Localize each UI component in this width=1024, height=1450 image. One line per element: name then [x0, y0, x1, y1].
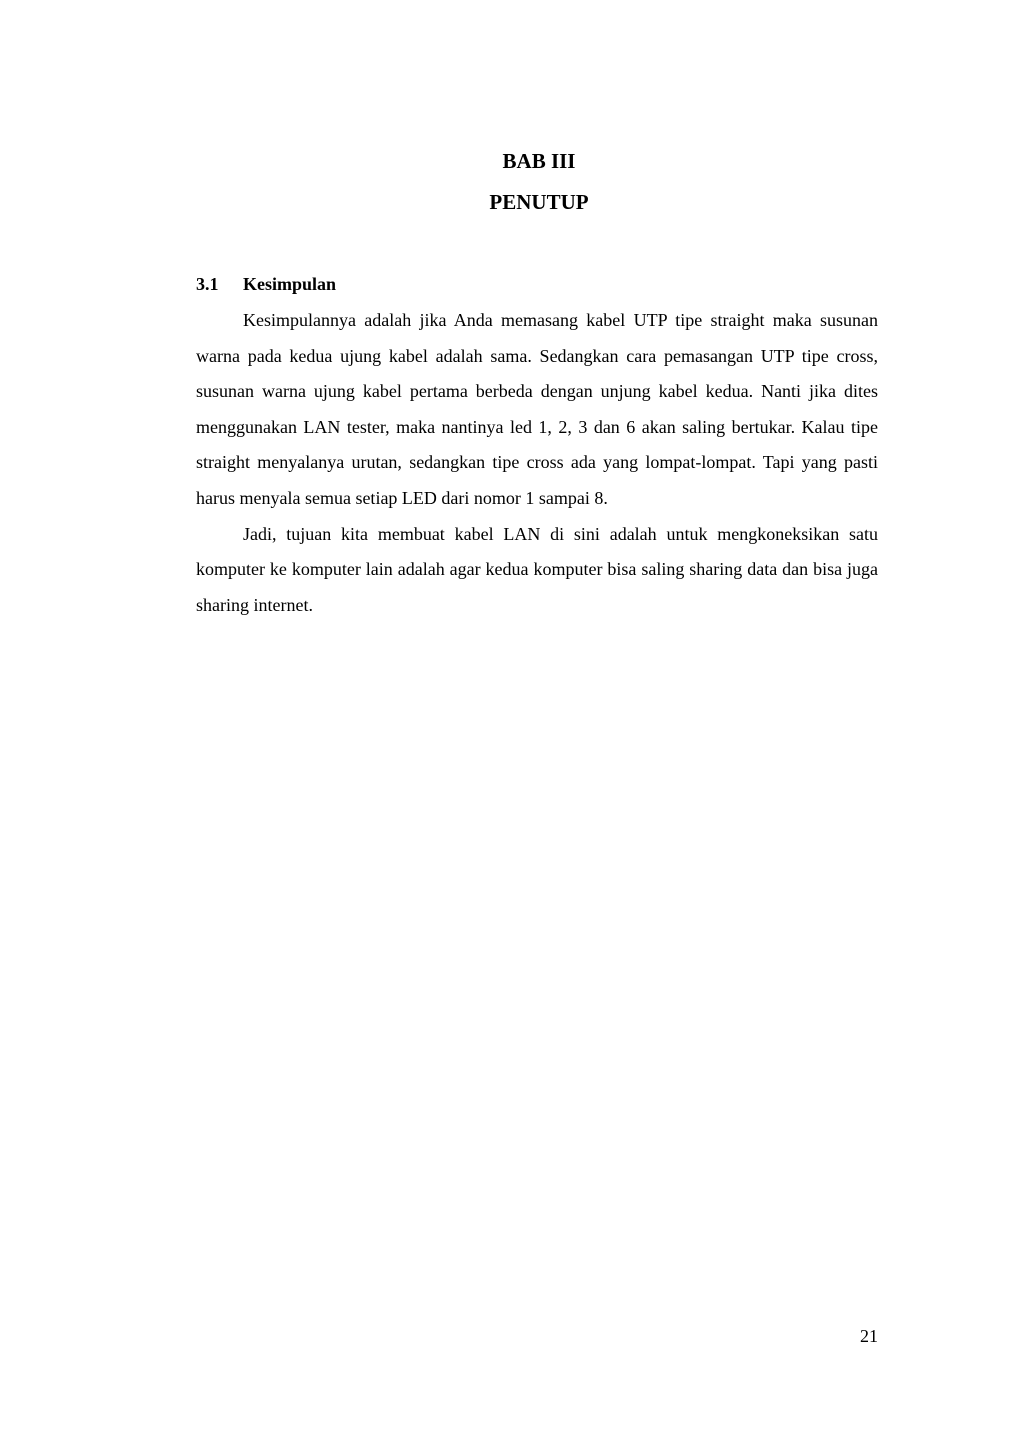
section-heading	[196, 271, 336, 297]
page-number: 21	[860, 1326, 878, 1346]
section-number: 3.1	[196, 274, 219, 294]
paragraph: Kesimpulannya adalah jika Anda memasang kabel UTP tipe straight maka susunan warna pada kedua ujung kabel adalah sama. Sedangkan cara pemasangan UTP tipe cross, susunan warna ujung kabel pertama berbeda dengan unjung kabel kedua. Nanti jika dites menggunakan LAN tester, maka nantinya led 1, 2, 3 dan 6 akan saling bertukar. Kalau tipe straight menyalanya urutan, sedangkan tipe cross ada yang lompat-lompat. Tapi yang pasti harus menyala semua setiap LED dari nomor 1 sampai 8.	[196, 310, 878, 508]
section-title: Kesimpulan	[243, 274, 337, 294]
chapter-label: BAB III	[502, 149, 576, 173]
section-body	[196, 303, 878, 623]
chapter-title: PENUTUP	[489, 190, 589, 214]
paragraph: Jadi, tujuan kita membuat kabel LAN di sini adalah untuk mengkoneksikan satu komputer ke komputer lain adalah agar kedua komputer bisa saling sharing data dan bisa juga sharing internet.	[196, 523, 878, 615]
